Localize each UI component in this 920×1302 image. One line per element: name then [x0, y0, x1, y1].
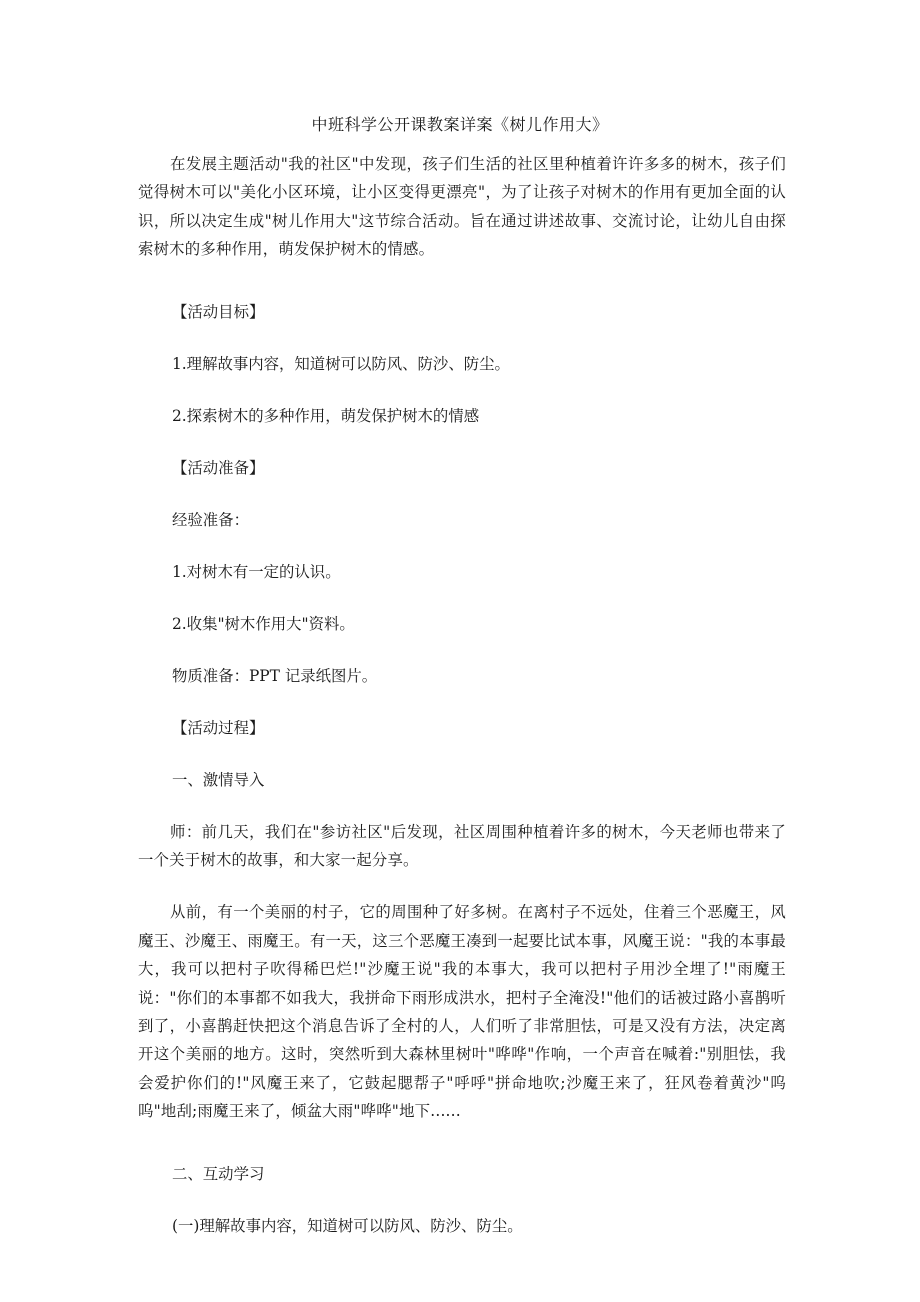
prep-item-2: 2.收集"树木作用大"资料。 — [172, 614, 355, 633]
part-1-heading: 一、激情导入 — [172, 770, 265, 789]
process-heading: 【活动过程】 — [172, 718, 265, 737]
goal-item-1: 1.理解故事内容，知道树可以防风、防沙、防尘。 — [172, 354, 510, 373]
prep-heading: 【活动准备】 — [172, 458, 265, 477]
document-body — [138, 150, 786, 1240]
goal-item-2: 2.探索树木的多种作用，萌发保护树木的情感 — [172, 406, 480, 425]
material-prep: 物质准备：PPT 记录纸图片。 — [172, 666, 378, 685]
goals-heading: 【活动目标】 — [172, 302, 265, 321]
sub-section-1: (一)理解故事内容，知道树可以防风、防沙、防尘。 — [172, 1216, 523, 1235]
experience-prep-label: 经验准备： — [172, 510, 249, 529]
part-2-heading: 二、互动学习 — [172, 1164, 265, 1183]
intro-paragraph: 在发展主题活动"我的社区"中发现，孩子们生活的社区里种植着许许多多的树木，孩子们觉得树木可以"美化小区环境，让小区变得更漂亮"，为了让孩子对树木的作用有更加全面的认识，所以决定生成"树儿作用大"这节综合活动。旨在通过讲述故事、交流讨论，让幼儿自由探索树木的多种作用，萌发保护树木的情感。 — [138, 155, 786, 259]
teacher-paragraph: 师：前几天，我们在"参访社区"后发现，社区周围种植着许多的树木，今天老师也带来了一个关于树木的故事，和大家一起分享。 — [138, 822, 786, 870]
document-title: 中班科学公开课教案详案《树儿作用大》 — [311, 115, 609, 134]
story-paragraph: 从前，有一个美丽的村子，它的周围种了好多树。在离村子不远处，住着三个恶魔王，风魔王、沙魔王、雨魔王。有一天，这三个恶魔王凑到一起要比试本事，风魔王说："我的本事最大，我可以把村子吹得稀巴烂!"沙魔王说"我的本事大，我可以把村子用沙全埋了!"雨魔王说："你们的本事都不如我大，我拼命下雨形成洪水，把村子全淹没!"他们的话被过路小喜鹊听到了，小喜鹊赶快把这个消息告诉了全村的人，人们听了非常胆怯，可是又没有方法，决定离开这个美丽的地方。这时，突然听到大森林里树叶"哗哗"作响，一个声音在喊着:"别胆怯，我会爱护你们的!"风魔王来了，它鼓起腮帮子"呼呼"拼命地吹;沙魔王来了，狂风卷着黄沙"呜呜"地刮;雨魔王来了，倾盆大雨"哗哗"地下...... — [138, 903, 786, 1121]
prep-item-1: 1.对树木有一定的认识。 — [172, 562, 341, 581]
